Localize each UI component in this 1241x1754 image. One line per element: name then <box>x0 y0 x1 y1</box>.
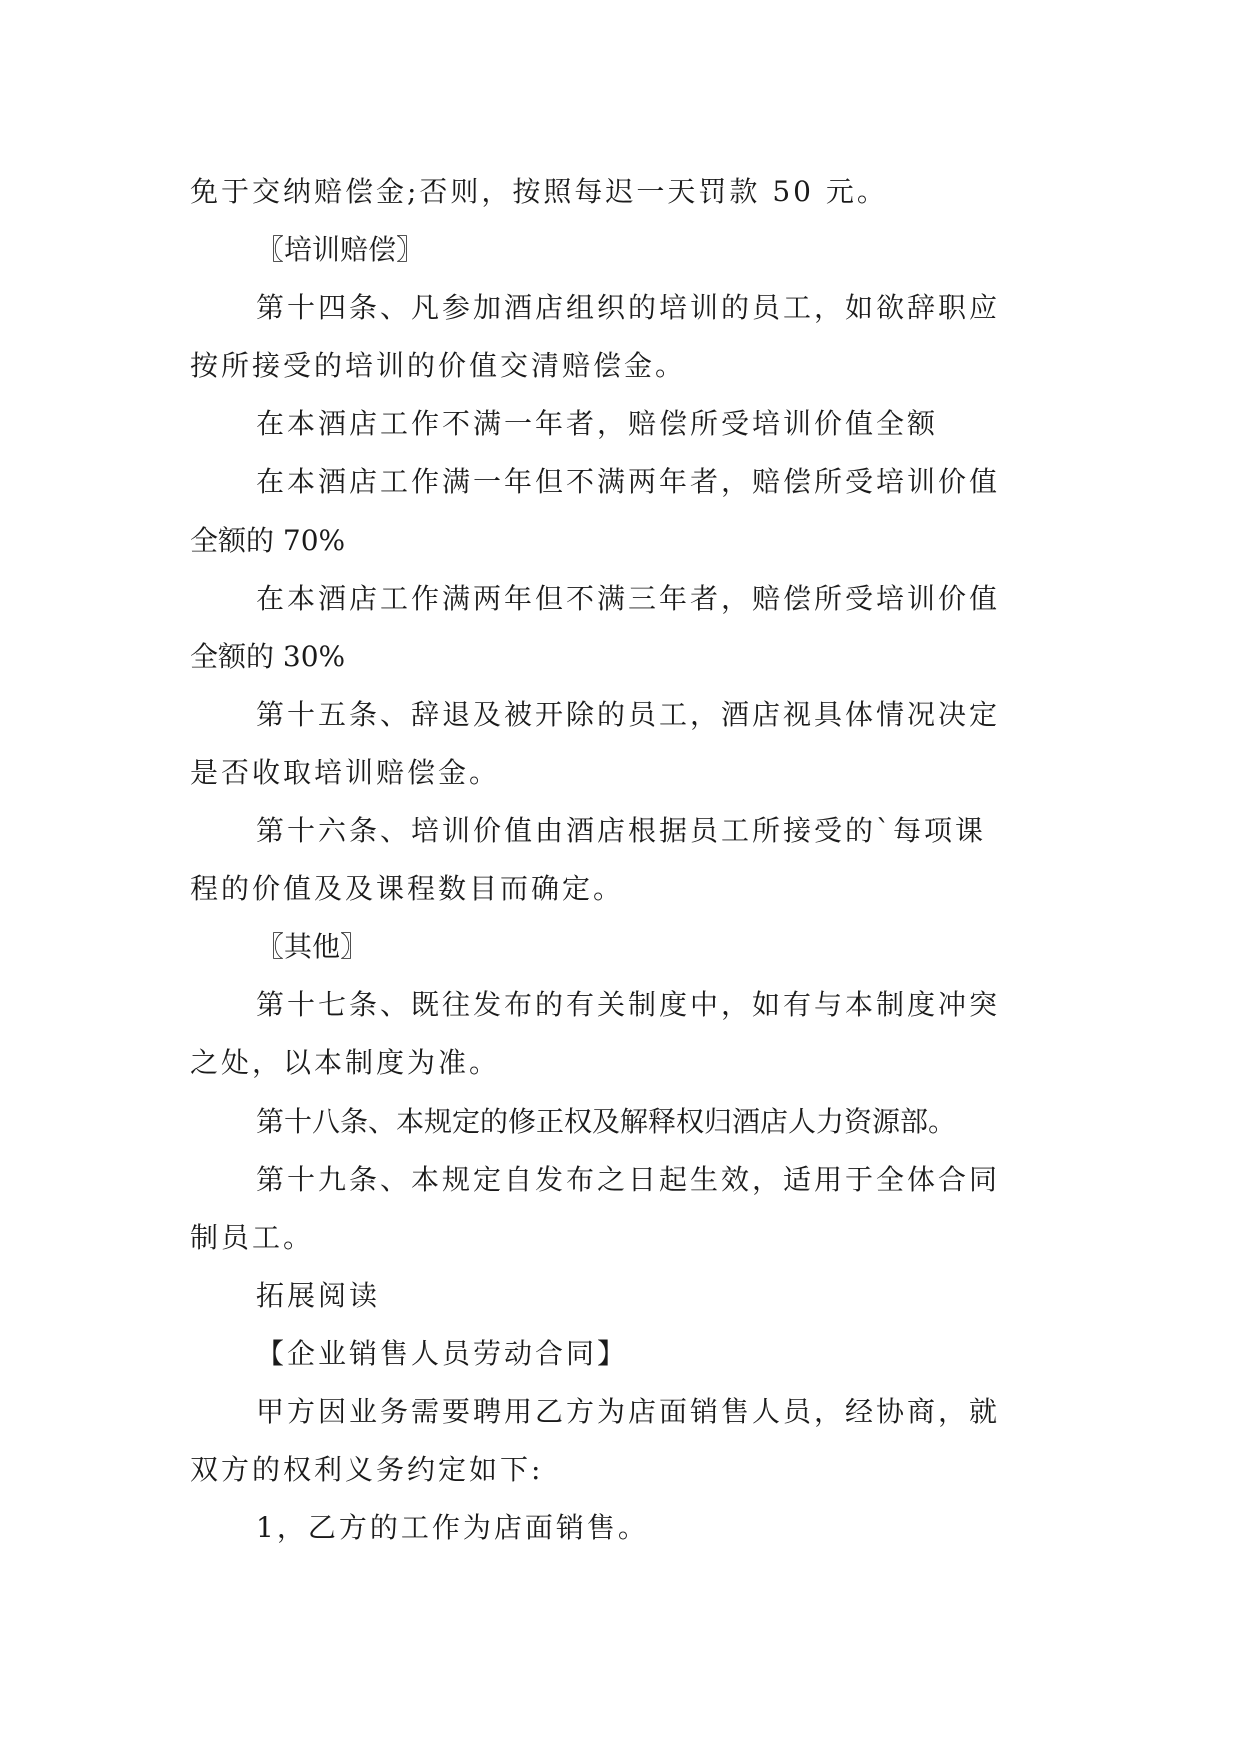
section-heading: 【企业销售人员劳动合同】 <box>256 1336 629 1370</box>
section-heading: 〖培训赔偿〗 <box>256 233 425 267</box>
text-line: 双方的权利义务约定如下: <box>190 1453 544 1487</box>
text-line: 免于交纳赔偿金;否则，按照每迟一天罚款 50 元。 <box>190 175 888 208</box>
text-line: 是否收取培训赔偿金。 <box>190 755 501 789</box>
text-line: 之处，以本制度为准。 <box>190 1046 501 1080</box>
section-heading: 〖其他〗 <box>256 930 369 964</box>
text-line: 在本酒店工作满一年但不满两年者，赔偿所受培训价值 <box>256 465 1001 499</box>
text-line: 第十八条、本规定的修正权及解释权归酒店人力资源部。 <box>256 1104 957 1138</box>
text-line: 在本酒店工作满两年但不满三年者，赔偿所受培训价值 <box>256 581 1001 615</box>
text-line: 第十七条、既往发布的有关制度中，如有与本制度冲突 <box>256 988 1001 1022</box>
text-line: 第十九条、本规定自发布之日起生效，适用于全体合同 <box>256 1162 1001 1196</box>
text-line: 1，乙方的工作为店面销售。 <box>256 1511 649 1545</box>
section-heading: 拓展阅读 <box>256 1278 381 1312</box>
text-line: 按所接受的培训的价值交清赔偿金。 <box>190 349 687 383</box>
text-line: 全额的 30% <box>190 639 346 673</box>
document-body <box>190 163 1050 1557</box>
text-line: 甲方因业务需要聘用乙方为店面销售人员，经协商，就 <box>256 1394 1001 1428</box>
text-line: 在本酒店工作不满一年者，赔偿所受培训价值全额 <box>256 407 939 441</box>
text-line: 程的价值及及课程数目而确定。 <box>190 872 625 906</box>
text-line: 第十五条、辞退及被开除的员工，酒店视具体情况决定 <box>256 697 1001 731</box>
text-line: 第十六条、培训价值由酒店根据员工所接受的`每项课 <box>256 814 987 848</box>
text-line: 第十四条、凡参加酒店组织的培训的员工，如欲辞职应 <box>256 291 1001 325</box>
text-line: 全额的 70% <box>190 523 346 557</box>
text-line: 制员工。 <box>190 1220 315 1254</box>
